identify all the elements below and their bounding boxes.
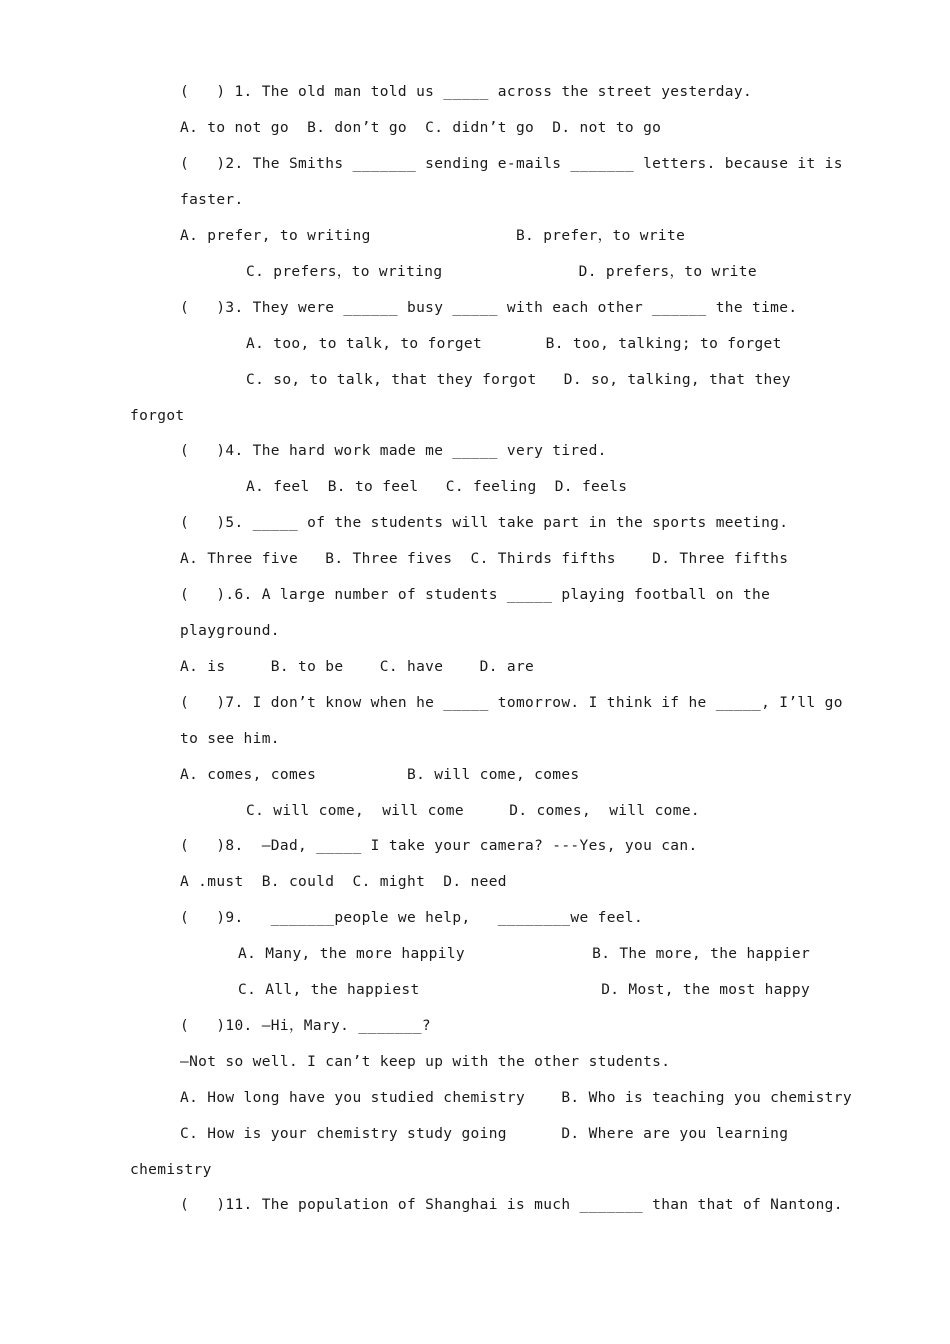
question-9-options-ab: A. Many, the more happily B. The more, the happier [238,946,811,962]
question-10: ( )10. —Hi，Mary. _______? [180,1018,431,1034]
question-10-options-wrap: chemistry [130,1162,212,1178]
question-7-options-ab: A. comes, comes B. will come, comes [180,767,580,783]
question-6-cont: playground. [180,623,280,639]
question-7: ( )7. I don’t know when he _____ tomorrow. I think if he _____, I’ll go [180,695,843,711]
question-3-options-wrap: forgot [130,408,185,424]
question-3-options-cd: C. so, to talk, that they forgot D. so, talking, that they [246,372,791,388]
question-9-options-cd: C. All, the happiest D. Most, the most happy [238,982,811,998]
question-3: ( )3. They were ______ busy _____ with each other ______ the time. [180,300,798,316]
question-10-options-cd: C. How is your chemistry study going D. Where are you learning [180,1126,789,1142]
question-5-options: A. Three five B. Three fives C. Thirds fifths D. Three fifths [180,551,789,567]
question-7-options-cd: C. will come, will come D. comes, will come. [246,803,700,819]
question-9: ( )9. _______people we help, ________we feel. [180,910,644,926]
question-2-options-ab: A. prefer, to writing B. prefer，to write [180,228,686,244]
question-1: ( ) 1. The old man told us _____ across the street yesterday. [180,84,753,100]
question-4: ( )4. The hard work made me _____ very tired. [180,443,607,459]
question-10-options-ab: A. How long have you studied chemistry B. Who is teaching you chemistry [180,1090,852,1106]
question-2-options-cd: C. prefers，to writing D. prefers，to write [246,264,757,280]
question-3-options-ab: A. too, to talk, to forget B. too, talking; to forget [246,336,782,352]
question-11: ( )11. The population of Shanghai is much _______ than that of Nantong. [180,1197,843,1213]
question-2: ( )2. The Smiths _______ sending e-mails _______ letters. because it is [180,156,843,172]
question-6-options: A. is B. to be C. have D. are [180,659,535,675]
question-5: ( )5. _____ of the students will take part in the sports meeting. [180,515,789,531]
question-10-reply: —Not so well. I can’t keep up with the other students. [180,1054,671,1070]
question-1-options: A. to not go B. don’t go C. didn’t go D. not to go [180,120,662,136]
question-6: ( ).6. A large number of students _____ playing football on the [180,587,771,603]
question-8-options: A .must B. could C. might D. need [180,874,507,890]
question-7-cont: to see him. [180,731,280,747]
question-2-cont: faster. [180,192,244,208]
question-8: ( )8. –Dad, _____ I take your camera? ---Yes, you can. [180,838,698,854]
question-4-options: A. feel B. to feel C. feeling D. feels [246,479,628,495]
